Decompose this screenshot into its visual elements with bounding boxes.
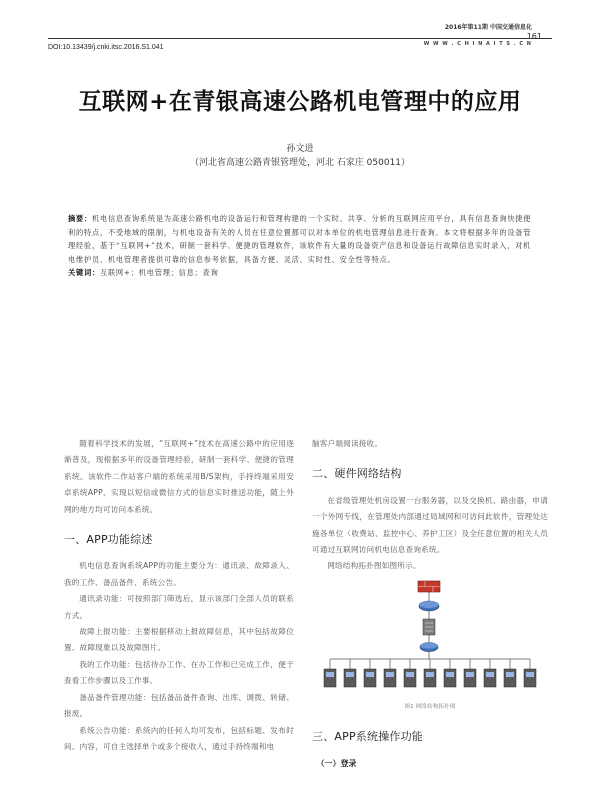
terminal-screen bbox=[346, 672, 354, 677]
client-terminal-icon bbox=[504, 669, 516, 687]
terminal-screen bbox=[426, 672, 434, 677]
intro-paragraph: 随着科学技术的发展，“互联网+”技术在高速公路中的应用逐渐普及，现根据多年的设备管理经验，研制一套科学、便捷的管理系统。该软件二作站客户端的系统采用B/S架构，手持终端采用安卓系统APP，实现以短信或微信方式的信息实时推送功能，随上外网的地方均可访问本系统。 bbox=[64, 439, 294, 514]
client-terminal-icon bbox=[484, 669, 496, 687]
terminal-screen bbox=[466, 672, 474, 677]
terminal-screen bbox=[486, 672, 494, 677]
client-terminal-icon bbox=[404, 669, 416, 687]
header-divider bbox=[48, 38, 552, 39]
section-heading-2: 二、硬件网络结构 bbox=[312, 467, 402, 481]
paragraph: 通讯录功能：可按照部门筛选后，显示该部门全部人员的联系方式。 bbox=[64, 594, 294, 620]
network-topology-diagram bbox=[312, 579, 548, 697]
affiliation: （河北省高速公路青银管理处，河北 石家庄 050011） bbox=[189, 158, 411, 168]
abstract bbox=[68, 212, 532, 280]
section-heading-1: 一、APP功能综述 bbox=[64, 533, 153, 547]
body-column-right bbox=[312, 436, 548, 772]
paragraph: 机电信息查询系统APP的功能主要分为：通讯录、故障录入、我的工作、备品备件、系统公告。 bbox=[64, 561, 294, 587]
paragraph: 备品备件管理功能：包括备品备件查询、出库、调拨、转储、报废。 bbox=[64, 692, 294, 719]
page-number: 161 bbox=[526, 32, 542, 41]
terminal-screen bbox=[446, 672, 454, 677]
paragraph: 在省级管理处机房设置一台服务器，以及交换机、路由器，申请一个外网专线，在管理处内部通过局域网和可访问此软件，管理处达施各单位（收费站、监控中心、养护工区）及全任意位置的相关人员可通过互联网访问机电信息查询系统。 bbox=[312, 495, 548, 555]
client-terminal-icon bbox=[424, 669, 436, 687]
subsection-heading: （一）登录 bbox=[316, 758, 357, 768]
firewall-icon bbox=[418, 581, 440, 592]
terminal-screen bbox=[526, 672, 534, 677]
journal-name: 2016年第11期 中国交通信息化 bbox=[444, 24, 532, 31]
paragraph: 网络结构拓扑图如图所示。 bbox=[327, 561, 421, 571]
paragraph: 我的工作功能：包括待办工作、在办工作和已完成工作，便于查看工作步骤以及工作事。 bbox=[64, 659, 294, 686]
network-topology-figure bbox=[312, 579, 548, 697]
keywords: 互联网+；机电管理；信息；查询 bbox=[99, 268, 219, 277]
body-column-left bbox=[64, 436, 294, 755]
router-icon bbox=[419, 601, 439, 611]
paragraph: 系统公告功能：系统内的任何人均可发布，包括标题、发布时间、内容，可自主选择单个或多个接收人，通过手持终端和电 bbox=[64, 725, 294, 751]
section-heading-3: 三、APP系统操作功能 bbox=[312, 730, 423, 744]
server-icon bbox=[423, 619, 435, 635]
keywords-label: 关键词： bbox=[68, 268, 100, 277]
terminal-screen bbox=[386, 672, 394, 677]
journal-website: W W W . C H I N A I T S . C N bbox=[423, 41, 532, 47]
terminal-screen bbox=[406, 672, 414, 677]
paper-title: 互联网+在青银高速公路机电管理中的应用 bbox=[78, 89, 522, 115]
client-terminal-icon bbox=[364, 669, 376, 687]
abstract-text: 机电信息查询系统是为高速公路机电的设备运行和管理构建的一个实时、共享、分析的互联网应用平台，具有信息查询快捷便利的特点，不受地域的限制，与机电设备有关的人员在任意位置都可以对本单位的机电管理信息进行查询。本文将根据多年的设备管理经验，基于“互联网+”技术，研制一套科学、便捷的管理软件，该软件有大量的设备资产信息和设备运行故障信息实时录入，对机电维护员、机电管理者提供可靠的信息参考依据，具备方便、灵活、实时性、安全性等特点。 bbox=[68, 214, 532, 264]
client-terminal-icon bbox=[464, 669, 476, 687]
client-terminal-icon bbox=[384, 669, 396, 687]
client-terminal-icon bbox=[344, 669, 356, 687]
paragraph: 故障上报功能：主要根据移动上报故障信息，其中包括故障位置、故障现象以及故障图片。 bbox=[64, 627, 294, 653]
abstract-label: 摘要： bbox=[68, 214, 92, 223]
client-terminal-icon bbox=[524, 669, 536, 687]
terminal-screen bbox=[366, 672, 374, 677]
terminal-screen bbox=[326, 672, 334, 677]
continued-paragraph: 脑客户端阅读接收。 bbox=[312, 439, 383, 448]
author: 孙文进 bbox=[286, 144, 314, 154]
doi: DOI:10.13439/j.cnki.itsc.2016.S1.041 bbox=[48, 44, 164, 51]
terminal-screen bbox=[506, 672, 514, 677]
client-terminal-icon bbox=[324, 669, 336, 687]
figure-caption: 图1 网络结构拓扑图 bbox=[404, 703, 456, 710]
client-terminal-icon bbox=[444, 669, 456, 687]
switch-icon bbox=[420, 642, 438, 651]
